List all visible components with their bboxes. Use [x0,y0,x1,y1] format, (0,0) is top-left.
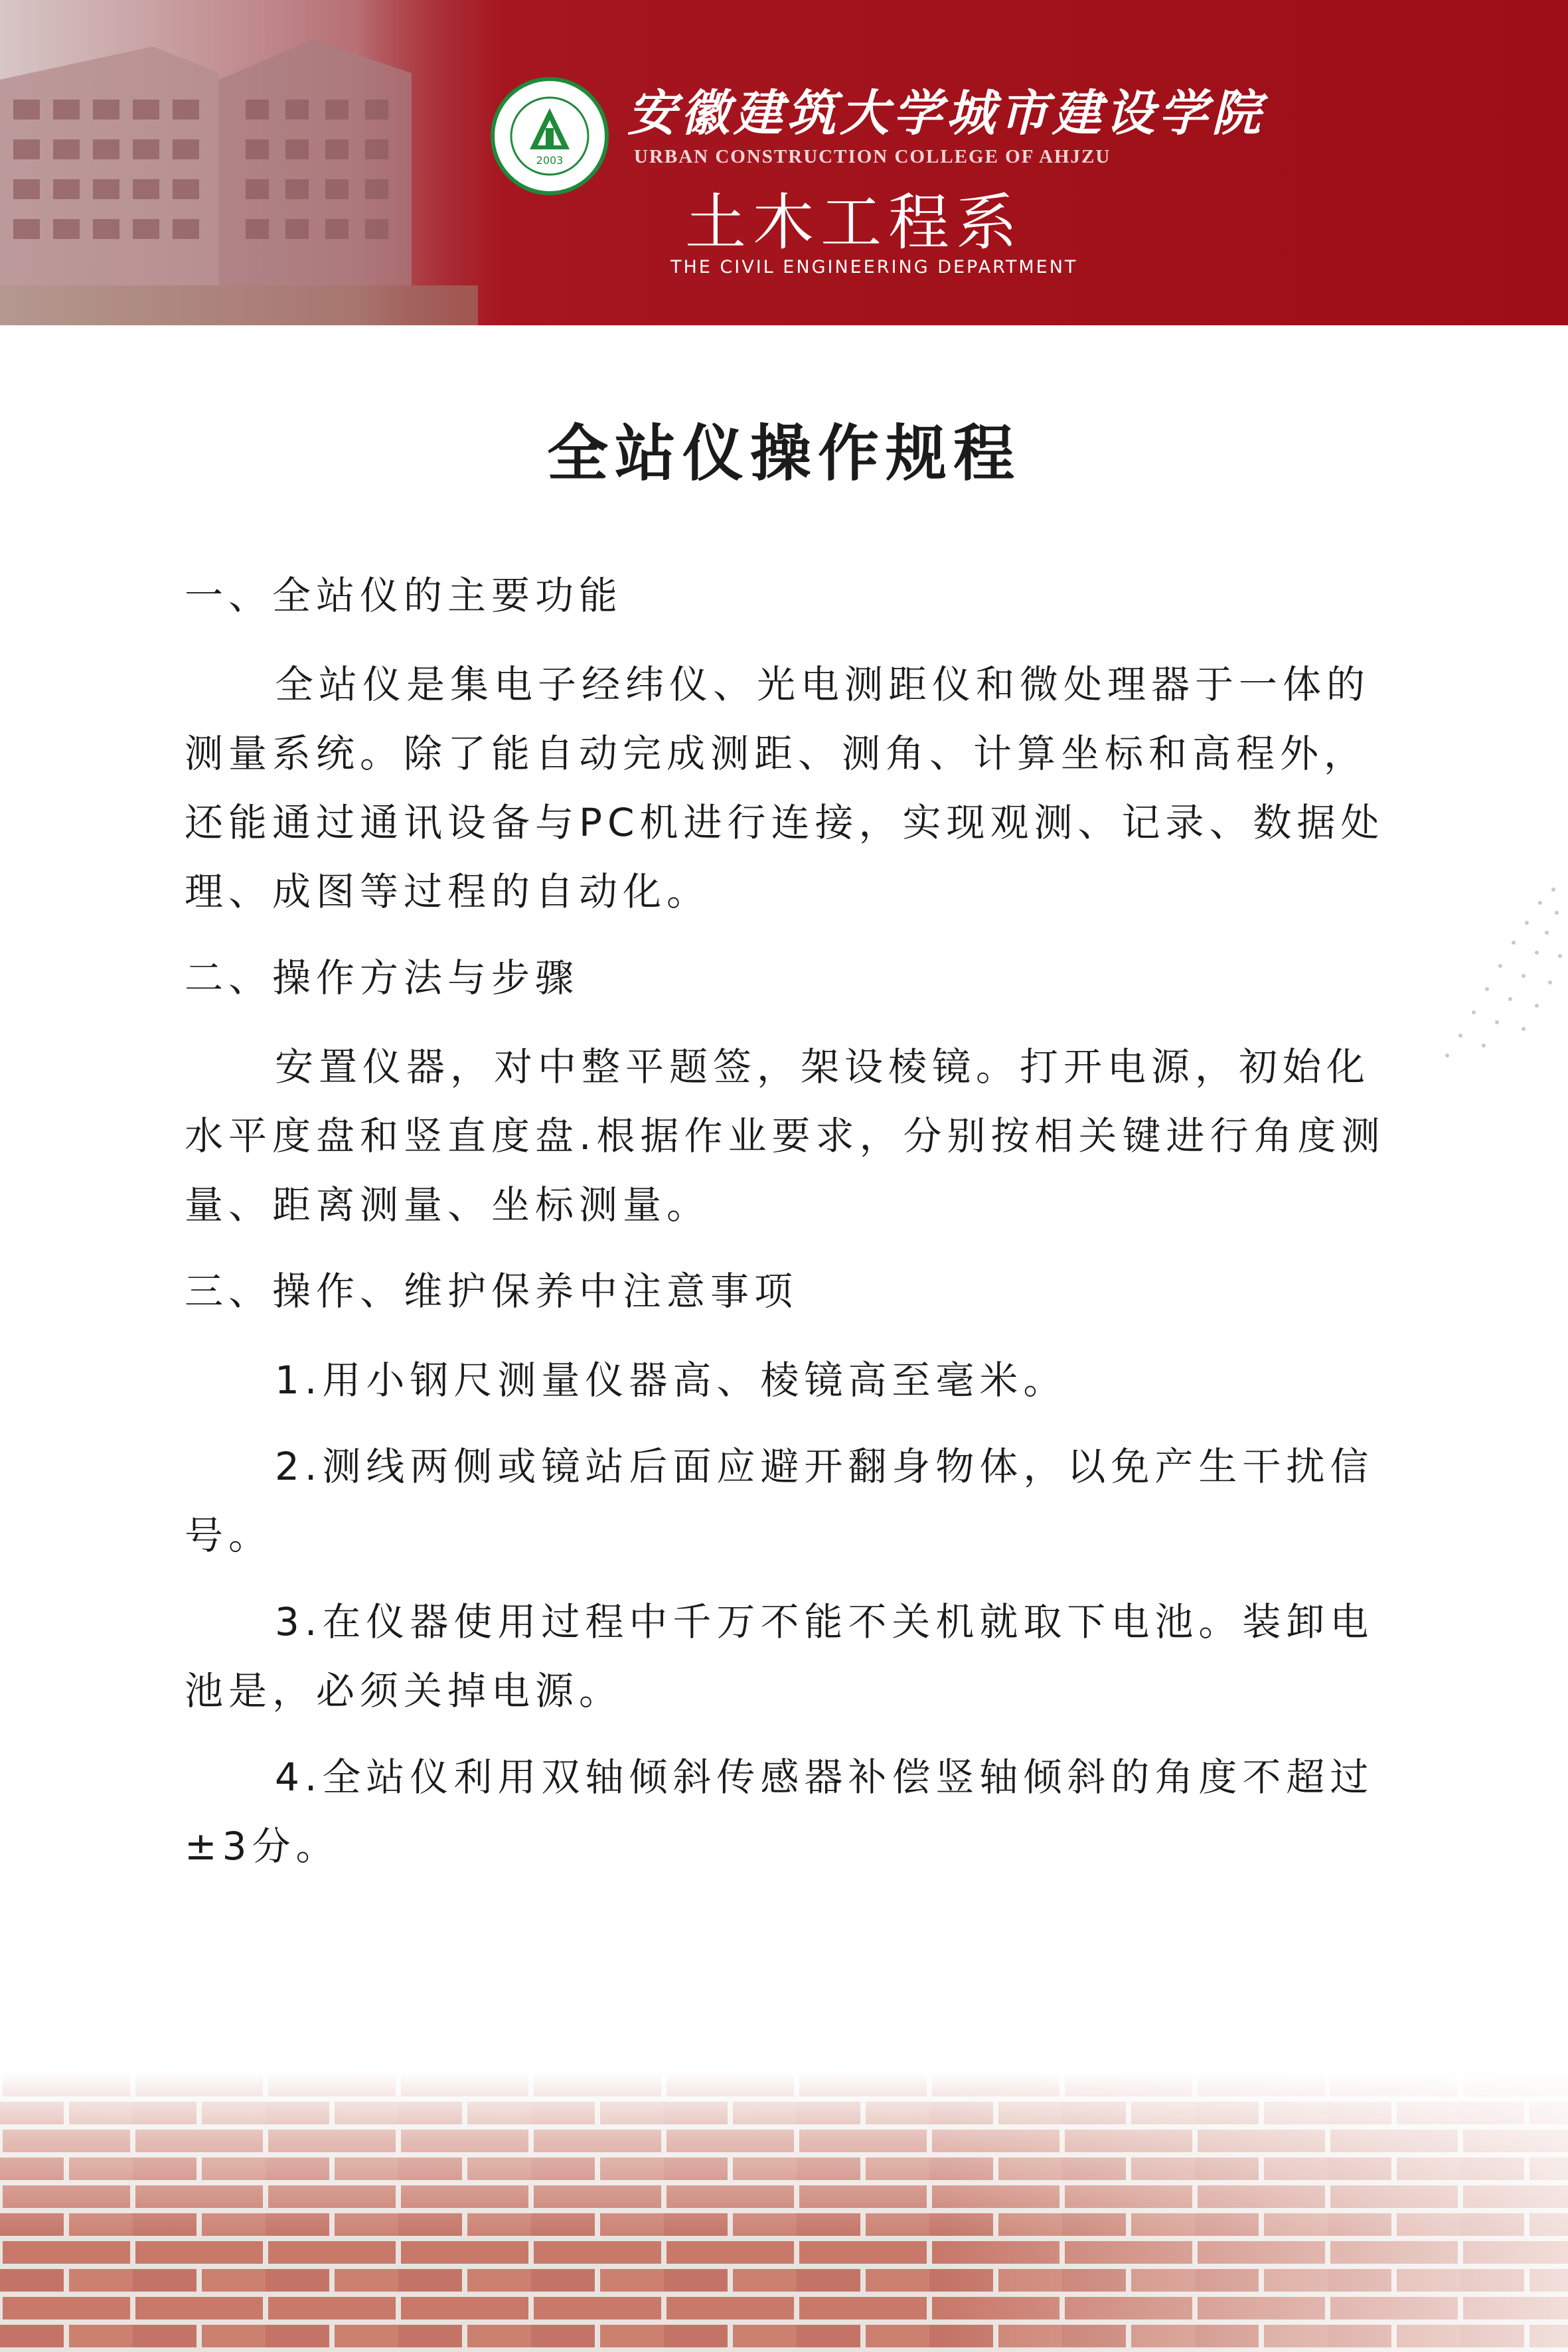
section-2-heading: 二、操作方法与步骤 [185,955,580,1000]
college-logo [490,76,609,196]
dotted-decoration [1381,876,1568,1075]
department-name-en: THE CIVIL ENGINEERING DEPARTMENT [670,257,1078,277]
note-item-4: 4.全站仪利用双轴倾斜传感器补偿竖轴倾斜的角度不超过±3分。 [185,1755,1374,1869]
campus-building-image [0,0,478,325]
section-3-heading: 三、操作、维护保养中注意事项 [185,1269,799,1314]
school-name-en: URBAN CONSTRUCTION COLLEGE OF AHJZU [634,146,1111,167]
page-title: 全站仪操作规程 [546,418,1021,489]
note-item-2: 2.测线两侧或镜站后面应避开翻身物体，以免产生干扰信号。 [185,1444,1374,1558]
document-body [185,561,1393,1898]
section-2-paragraph: 安置仪器，对中整平题签，架设棱镜。打开电源，初始化水平度盘和竖直度盘.根据作业要求，分别按相关键进行角度测量、距离测量、坐标测量。 [185,1044,1385,1227]
brick-wall-image [0,2071,1568,2352]
note-item-1: 1.用小钢尺测量仪器高、棱镜高至毫米。 [275,1358,1067,1403]
section-1-paragraph: 全站仪是集电子经纬仪、光电测距仪和微处理器于一体的测量系统。除了能自动完成测距、测角、计算坐标和高程外，还能通过通讯设备与PC机进行连接，实现观测、记录、数据处理、成图等过程的自动化。 [185,662,1385,914]
header-banner [0,0,1568,325]
section-1-heading: 一、全站仪的主要功能 [185,573,623,618]
department-name-cn: 土木工程系 [685,187,1024,258]
note-item-3: 3.在仪器使用过程中千万不能不关机就取下电池。装卸电池是，必须关掉电源。 [185,1599,1374,1713]
svg-text:2003: 2003 [536,154,564,167]
school-name-cn: 安徽建筑大学城市建设学院 [627,85,1265,142]
